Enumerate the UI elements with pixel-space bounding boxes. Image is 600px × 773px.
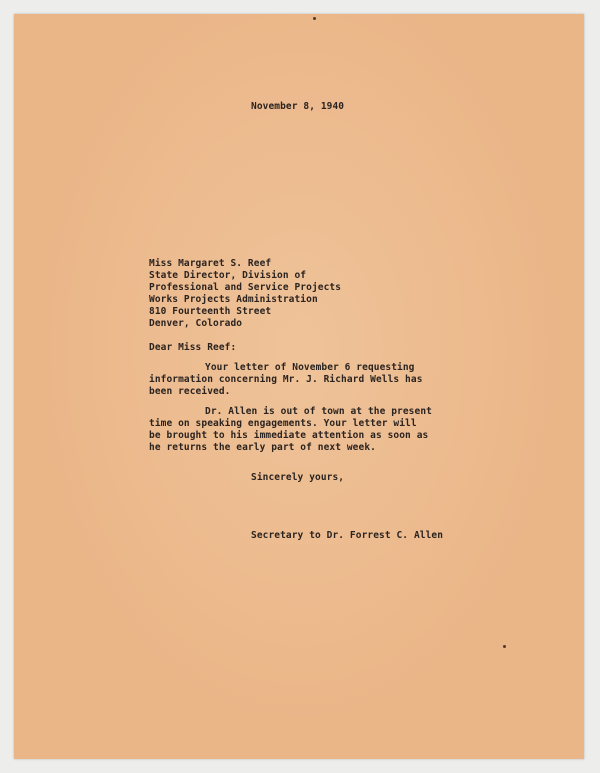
- closing: Sincerely yours,: [251, 472, 345, 483]
- signature-block: Secretary to Dr. Forrest C. Allen: [251, 530, 444, 541]
- punch-mark: [313, 17, 316, 20]
- paragraph-2-line-1: Dr. Allen is out of town at the present: [205, 406, 432, 417]
- paragraph-1-line-3: been received.: [149, 386, 231, 397]
- paragraph-2-line-4: he returns the early part of next week.: [149, 442, 376, 453]
- recipient-name: Miss Margaret S. Reef: [149, 258, 272, 269]
- salutation: Dear Miss Reef:: [149, 342, 237, 353]
- recipient-city: Denver, Colorado: [149, 318, 243, 329]
- paragraph-1-line-1: Your letter of November 6 requesting: [205, 362, 415, 373]
- recipient-street: 810 Fourteenth Street: [149, 306, 272, 317]
- paragraph-2-line-2: time on speaking engagements. Your letter will: [149, 418, 417, 429]
- paragraph-2-line-3: be brought to his immediate attention as soon as: [149, 430, 429, 441]
- recipient-organization: Works Projects Administration: [149, 294, 318, 305]
- ink-dot: [503, 645, 506, 648]
- letter-date: November 8, 1940: [251, 101, 345, 112]
- recipient-title: State Director, Division of: [149, 270, 307, 281]
- paragraph-1-line-2: information concerning Mr. J. Richard Wells has: [149, 374, 423, 385]
- recipient-division: Professional and Service Projects: [149, 282, 342, 293]
- letter-page: [14, 14, 584, 759]
